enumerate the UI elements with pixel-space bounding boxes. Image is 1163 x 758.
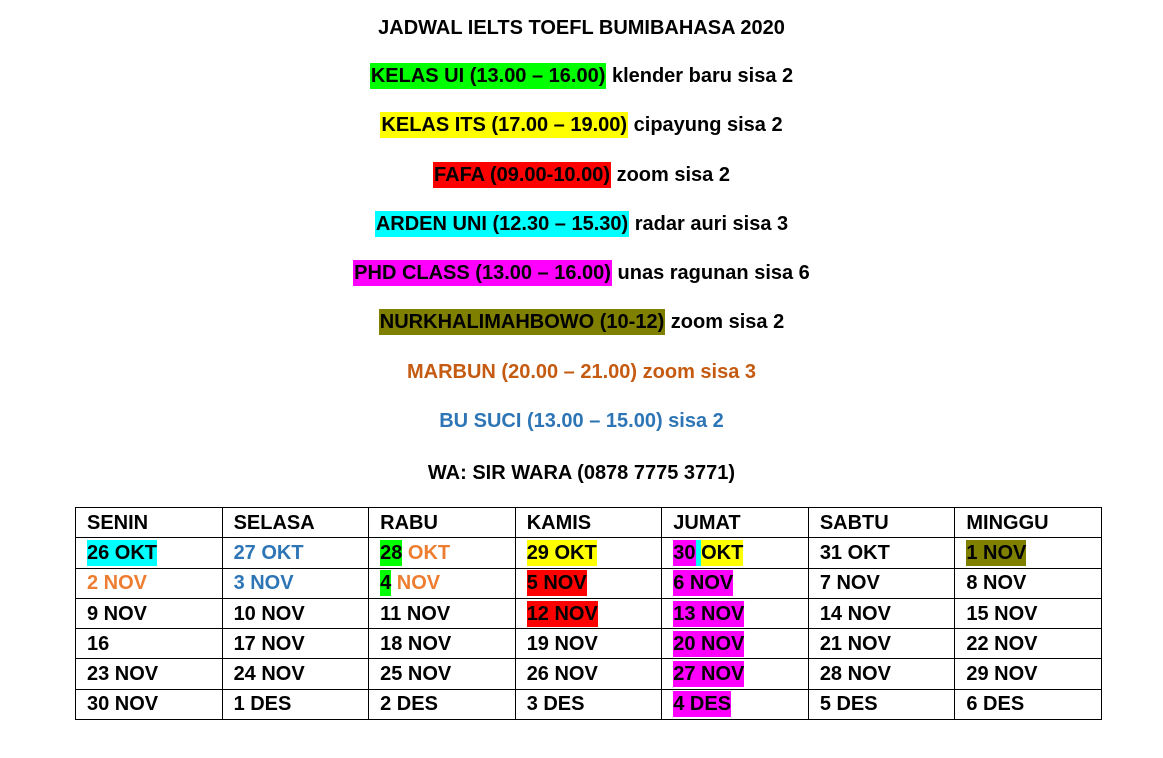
schedule-line <box>0 259 1163 308</box>
date-label: OKT <box>402 541 451 564</box>
date-cell <box>662 598 809 628</box>
date-cell <box>955 568 1102 598</box>
date-label: 26 OKT <box>87 541 158 564</box>
date-cell <box>955 689 1102 719</box>
day-header: MINGGU <box>955 508 1102 538</box>
date-label: 19 NOV <box>526 632 598 655</box>
date-cell <box>515 659 662 689</box>
date-label: 11 NOV <box>380 602 451 625</box>
date-cell <box>76 598 223 628</box>
date-label: 16 <box>87 632 110 655</box>
date-cell <box>515 568 662 598</box>
schedule-line <box>0 358 1163 407</box>
date-label: 1 DES <box>233 693 292 716</box>
class-highlight: PHD CLASS (13.00 – 16.00) <box>354 262 611 285</box>
date-label: 30 NOV <box>87 693 159 716</box>
calendar-week-row <box>76 689 1102 719</box>
date-label: 8 NOV <box>966 572 1027 595</box>
date-cell <box>515 598 662 628</box>
calendar-table <box>75 507 1102 720</box>
date-cell <box>955 659 1102 689</box>
date-cell <box>662 568 809 598</box>
date-cell <box>222 629 369 659</box>
date-cell <box>76 659 223 689</box>
date-label: 2 DES <box>380 693 438 716</box>
class-detail: BU SUCI (13.00 – 15.00) sisa 2 <box>439 410 724 433</box>
date-label: 29 OKT <box>526 541 597 564</box>
date-cell <box>222 538 369 568</box>
calendar-week-row <box>76 659 1102 689</box>
date-cell <box>808 598 955 628</box>
date-label: 28 <box>380 541 403 564</box>
date-cell <box>515 538 662 568</box>
date-cell <box>222 598 369 628</box>
date-cell <box>76 568 223 598</box>
date-cell <box>369 598 516 628</box>
class-detail: radar auri sisa 3 <box>629 212 789 235</box>
date-label: 2 NOV <box>87 572 148 595</box>
date-label: 6 DES <box>966 693 1025 716</box>
date-cell <box>222 689 369 719</box>
date-label: 17 NOV <box>233 632 305 655</box>
date-label: NOV <box>391 572 441 595</box>
schedule-line <box>0 161 1163 210</box>
date-label: OKT <box>701 541 744 564</box>
date-label: 9 NOV <box>87 602 148 625</box>
date-cell <box>808 659 955 689</box>
class-detail: cipayung sisa 2 <box>628 114 783 137</box>
date-cell <box>955 598 1102 628</box>
calendar-body <box>76 538 1102 720</box>
schedule-line <box>0 111 1163 160</box>
date-label: 5 NOV <box>526 572 587 595</box>
calendar-header-row <box>76 508 1102 538</box>
schedule-line <box>0 407 1163 456</box>
date-cell <box>515 689 662 719</box>
day-header: SELASA <box>222 508 369 538</box>
date-cell <box>662 538 809 568</box>
date-cell <box>369 538 516 568</box>
date-cell <box>955 629 1102 659</box>
date-label: 1 NOV <box>966 541 1027 564</box>
date-label: 14 NOV <box>819 602 891 625</box>
date-cell <box>515 629 662 659</box>
date-cell <box>369 629 516 659</box>
date-cell <box>662 629 809 659</box>
date-cell <box>955 538 1102 568</box>
date-cell <box>76 538 223 568</box>
date-cell <box>369 689 516 719</box>
date-cell <box>222 568 369 598</box>
class-detail: zoom sisa 2 <box>665 311 785 334</box>
class-detail: unas ragunan sisa 6 <box>611 262 810 285</box>
date-label: 6 NOV <box>673 572 734 595</box>
date-label: 31 OKT <box>819 541 890 564</box>
date-cell <box>369 568 516 598</box>
class-highlight: NURKHALIMAHBOWO (10-12) <box>379 311 665 334</box>
date-label: 5 DES <box>819 693 878 716</box>
class-detail: klender baru sisa 2 <box>606 65 794 87</box>
contact-line: WA: SIR WARA (0878 7775 3771) <box>427 462 736 484</box>
calendar-week-row <box>76 568 1102 598</box>
date-label: 24 NOV <box>233 663 305 686</box>
date-cell <box>808 568 955 598</box>
date-label: 13 NOV <box>673 602 745 625</box>
date-label: 4 <box>380 572 392 595</box>
date-label: 23 NOV <box>87 663 159 686</box>
class-schedule-list <box>0 62 1163 456</box>
date-label: 3 NOV <box>233 572 294 595</box>
date-label: 22 NOV <box>966 632 1038 655</box>
date-cell <box>808 689 955 719</box>
date-label: 18 NOV <box>380 632 452 655</box>
schedule-line <box>0 308 1163 357</box>
date-label: 26 NOV <box>526 663 598 686</box>
date-label: 4 DES <box>673 693 732 716</box>
date-label: 20 NOV <box>673 632 745 655</box>
day-header: SABTU <box>808 508 955 538</box>
day-header: RABU <box>369 508 516 538</box>
date-label: 29 NOV <box>966 663 1038 686</box>
document-title: JADWAL IELTS TOEFL BUMIBAHASA 2020 <box>378 17 785 39</box>
class-highlight: KELAS UI (13.00 – 16.00) <box>370 65 606 87</box>
class-highlight: KELAS ITS (17.00 – 19.00) <box>381 114 628 137</box>
calendar-week-row <box>76 629 1102 659</box>
schedule-line <box>0 62 1163 111</box>
date-cell <box>808 538 955 568</box>
class-detail: MARBUN (20.00 – 21.00) zoom sisa 3 <box>406 360 757 383</box>
date-label: 27 NOV <box>673 663 745 686</box>
date-label: 27 OKT <box>233 541 304 564</box>
date-cell <box>222 659 369 689</box>
date-label: 30 <box>673 541 696 564</box>
day-header: SENIN <box>76 508 223 538</box>
date-cell <box>76 689 223 719</box>
date-label: 21 NOV <box>819 632 891 655</box>
class-highlight: FAFA (09.00-10.00) <box>434 163 611 186</box>
date-label: 28 NOV <box>819 663 891 686</box>
day-header: JUMAT <box>662 508 809 538</box>
day-header: KAMIS <box>515 508 662 538</box>
class-detail: zoom sisa 2 <box>611 163 730 186</box>
date-cell <box>808 629 955 659</box>
calendar-week-row <box>76 598 1102 628</box>
date-label: 7 NOV <box>819 572 880 595</box>
calendar-week-row <box>76 538 1102 568</box>
date-cell <box>369 659 516 689</box>
date-label: 12 NOV <box>526 602 598 625</box>
date-cell <box>76 629 223 659</box>
schedule-line <box>0 210 1163 259</box>
date-label: 15 NOV <box>966 602 1038 625</box>
date-label: 10 NOV <box>233 602 305 625</box>
date-label: 3 DES <box>526 693 585 716</box>
date-cell <box>662 689 809 719</box>
date-cell <box>662 659 809 689</box>
date-label: 25 NOV <box>380 663 452 686</box>
class-highlight: ARDEN UNI (12.30 – 15.30) <box>375 212 629 235</box>
